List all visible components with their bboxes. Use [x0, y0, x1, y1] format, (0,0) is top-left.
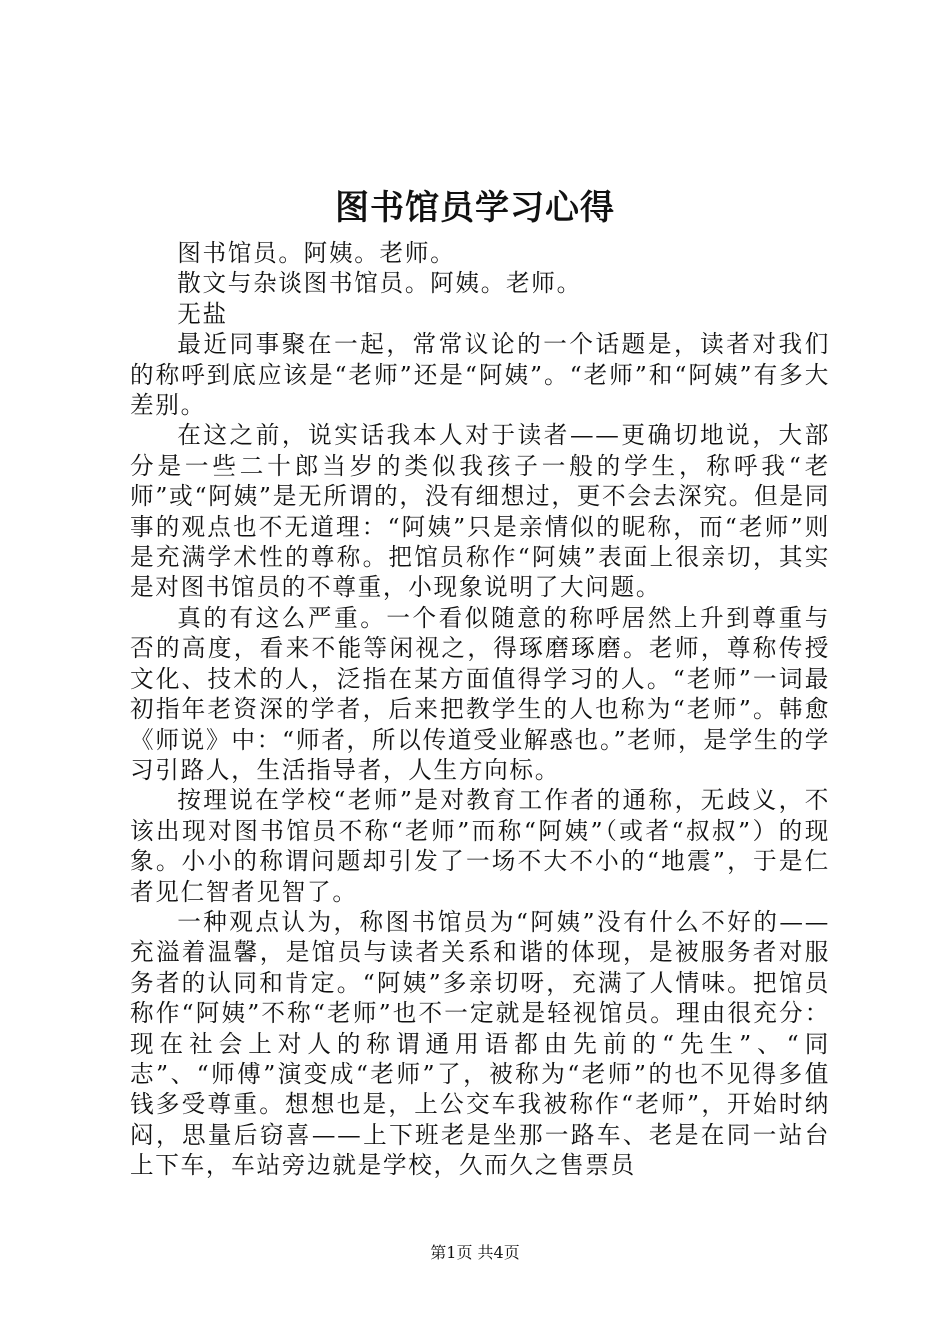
- paragraph-1: 最近同事聚在一起，常常议论的一个话题是，读者对我们的称呼到底应该是“老师”还是“阿姨”。“老师”和“阿姨”有多大差别。: [130, 330, 830, 420]
- paragraph-category: 散文与杂谈图书馆员。阿姨。老师。: [177, 269, 582, 298]
- paragraph-4: 按理说在学校“老师”是对教育工作者的通称，无歧义，不该出现对图书馆员不称“老师”而称“阿姨”（或者“叔叔”）的现象。小小的称谓问题却引发了一场不大不小的“地震”，于是仁者见仁智者见智了。: [130, 786, 830, 906]
- paragraph-subtitle: 图书馆员。阿姨。老师。: [177, 239, 456, 267]
- paragraph-3: 真的有这么严重。一个看似随意的称呼居然上升到尊重与否的高度，看来不能等闲视之，得琢磨琢磨。老师，尊称传授文化、技术的人，泛指在某方面值得学习的人。“老师”一词最初指年老资深的学者，后来把教学生的人也称为“老师”。韩愈《师说》中：“师者，所以传道受业解惑也。”老师，是学生的学习引路人，生活指导者，人生方向标。: [130, 603, 830, 784]
- paragraph-5: 一种观点认为，称图书馆员为“阿姨”没有什么不好的——充溢着温馨，是馆员与读者关系和谐的体现，是被服务者对服务者的认同和肯定。“阿姨”多亲切呀，充满了人情味。把馆员称作“阿姨”不称“老师”也不一定就是轻视馆员。理由很充分：现在社会上对人的称谓通用语都由先前的“先生”、“同志”、“师傅”演变成“老师”了，被称为“老师”的也不见得多值钱多受尊重。想想也是，上公交车我被称作“老师”，开始时纳闷，思量后窃喜——上下班老是坐那一路车、老是在同一站台上下车，车站旁边就是学校，久而久之售票员: [130, 907, 830, 1180]
- document-title: 图书馆员学习心得: [335, 188, 615, 228]
- paragraph-2: 在这之前，说实话我本人对于读者——更确切地说，大部分是一些二十郎当岁的类似我孩子一般的学生，称呼我“老师”或“阿姨”是无所谓的，没有细想过，更不会去深究。但是同事的观点也不无道理：“阿姨”只是亲情似的昵称，而“老师”则是充满学术性的尊称。把馆员称作“阿姨”表面上很亲切，其实是对图书馆员的不尊重，小现象说明了大问题。: [130, 421, 830, 602]
- paragraph-author: 无盐: [177, 299, 228, 328]
- page-footer: 第1页 共4页: [430, 1243, 520, 1262]
- document-body: [130, 238, 830, 1181]
